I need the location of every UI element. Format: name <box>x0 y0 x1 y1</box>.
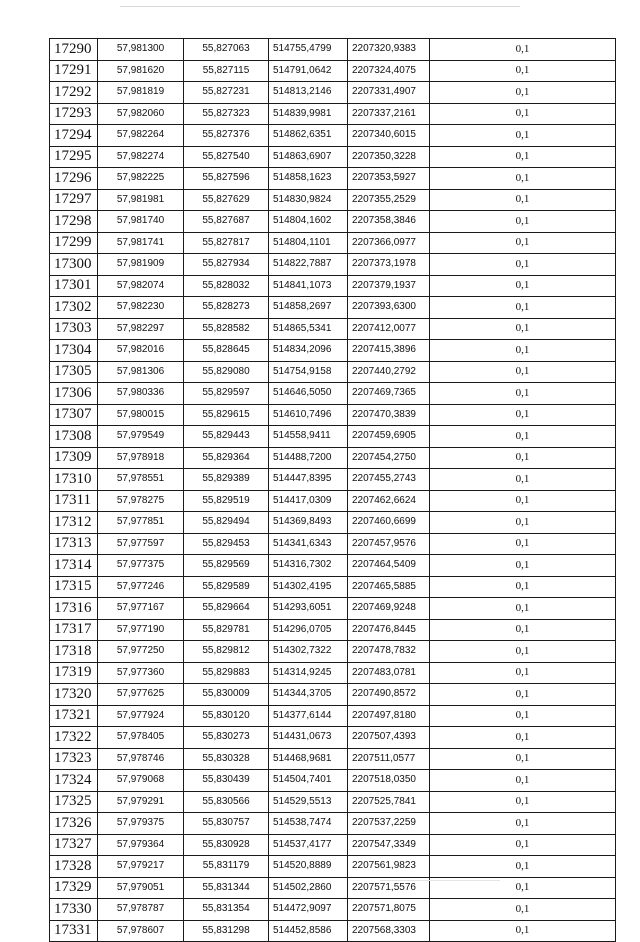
y-coordinate-cell: 2207393,6300 <box>348 297 430 319</box>
accuracy-cell: 0,1 <box>430 576 616 598</box>
x-coordinate-cell: 514863,6907 <box>269 146 348 168</box>
y-coordinate-cell: 2207462,6624 <box>348 490 430 512</box>
x-coordinate-cell: 514502,2860 <box>269 877 348 899</box>
y-coordinate-cell: 2207490,8572 <box>348 684 430 706</box>
longitude-cell: 55,831179 <box>184 856 269 878</box>
table-row <box>50 684 616 706</box>
y-coordinate-cell: 2207571,5576 <box>348 877 430 899</box>
point-number: 17314 <box>50 555 98 577</box>
point-number: 17300 <box>50 254 98 276</box>
table-row <box>50 275 616 297</box>
table-row <box>50 576 616 598</box>
longitude-cell: 55,831354 <box>184 899 269 921</box>
longitude-cell: 55,829781 <box>184 619 269 641</box>
longitude-cell: 55,829389 <box>184 469 269 491</box>
accuracy-cell: 0,1 <box>430 125 616 147</box>
point-number: 17321 <box>50 705 98 727</box>
table-row <box>50 447 616 469</box>
longitude-cell: 55,829589 <box>184 576 269 598</box>
accuracy-cell: 0,1 <box>430 254 616 276</box>
point-number: 17304 <box>50 340 98 362</box>
longitude-cell: 55,827817 <box>184 232 269 254</box>
y-coordinate-cell: 2207525,7841 <box>348 791 430 813</box>
accuracy-cell: 0,1 <box>430 598 616 620</box>
latitude-cell: 57,977167 <box>98 598 184 620</box>
x-coordinate-cell: 514834,2096 <box>269 340 348 362</box>
longitude-cell: 55,829664 <box>184 598 269 620</box>
x-coordinate-cell: 514858,2697 <box>269 297 348 319</box>
longitude-cell: 55,829519 <box>184 490 269 512</box>
y-coordinate-cell: 2207358,3846 <box>348 211 430 233</box>
point-number: 17310 <box>50 469 98 491</box>
latitude-cell: 57,977924 <box>98 705 184 727</box>
y-coordinate-cell: 2207483,0781 <box>348 662 430 684</box>
latitude-cell: 57,979051 <box>98 877 184 899</box>
latitude-cell: 57,982074 <box>98 275 184 297</box>
y-coordinate-cell: 2207459,6905 <box>348 426 430 448</box>
y-coordinate-cell: 2207415,3896 <box>348 340 430 362</box>
latitude-cell: 57,981909 <box>98 254 184 276</box>
table-row <box>50 232 616 254</box>
longitude-cell: 55,828032 <box>184 275 269 297</box>
accuracy-cell: 0,1 <box>430 813 616 835</box>
longitude-cell: 55,827687 <box>184 211 269 233</box>
y-coordinate-cell: 2207464,5409 <box>348 555 430 577</box>
x-coordinate-cell: 514452,8586 <box>269 920 348 942</box>
point-number: 17301 <box>50 275 98 297</box>
y-coordinate-cell: 2207350,3228 <box>348 146 430 168</box>
x-coordinate-cell: 514431,0673 <box>269 727 348 749</box>
y-coordinate-cell: 2207497,8180 <box>348 705 430 727</box>
y-coordinate-cell: 2207469,7365 <box>348 383 430 405</box>
point-number: 17293 <box>50 103 98 125</box>
point-number: 17307 <box>50 404 98 426</box>
point-number: 17312 <box>50 512 98 534</box>
longitude-cell: 55,829812 <box>184 641 269 663</box>
latitude-cell: 57,977360 <box>98 662 184 684</box>
table-row <box>50 426 616 448</box>
table-row <box>50 254 616 276</box>
x-coordinate-cell: 514488,7200 <box>269 447 348 469</box>
table-row <box>50 813 616 835</box>
accuracy-cell: 0,1 <box>430 318 616 340</box>
x-coordinate-cell: 514314,9245 <box>269 662 348 684</box>
latitude-cell: 57,982230 <box>98 297 184 319</box>
y-coordinate-cell: 2207355,2529 <box>348 189 430 211</box>
x-coordinate-cell: 514529,5513 <box>269 791 348 813</box>
x-coordinate-cell: 514341,6343 <box>269 533 348 555</box>
latitude-cell: 57,981819 <box>98 82 184 104</box>
x-coordinate-cell: 514646,5050 <box>269 383 348 405</box>
y-coordinate-cell: 2207455,2743 <box>348 469 430 491</box>
point-number: 17297 <box>50 189 98 211</box>
table-row <box>50 404 616 426</box>
table-row <box>50 297 616 319</box>
y-coordinate-cell: 2207571,8075 <box>348 899 430 921</box>
point-number: 17303 <box>50 318 98 340</box>
x-coordinate-cell: 514316,7302 <box>269 555 348 577</box>
latitude-cell: 57,977250 <box>98 641 184 663</box>
table-row <box>50 877 616 899</box>
point-number: 17299 <box>50 232 98 254</box>
latitude-cell: 57,982225 <box>98 168 184 190</box>
x-coordinate-cell: 514344,3705 <box>269 684 348 706</box>
x-coordinate-cell: 514858,1623 <box>269 168 348 190</box>
latitude-cell: 57,982264 <box>98 125 184 147</box>
table-row <box>50 168 616 190</box>
longitude-cell: 55,827376 <box>184 125 269 147</box>
point-number: 17325 <box>50 791 98 813</box>
longitude-cell: 55,827629 <box>184 189 269 211</box>
accuracy-cell: 0,1 <box>430 447 616 469</box>
longitude-cell: 55,829569 <box>184 555 269 577</box>
longitude-cell: 55,831298 <box>184 920 269 942</box>
latitude-cell: 57,978551 <box>98 469 184 491</box>
longitude-cell: 55,829443 <box>184 426 269 448</box>
scan-edge-line <box>120 6 520 7</box>
x-coordinate-cell: 514755,4799 <box>269 39 348 61</box>
longitude-cell: 55,831344 <box>184 877 269 899</box>
y-coordinate-cell: 2207373,1978 <box>348 254 430 276</box>
longitude-cell: 55,829080 <box>184 361 269 383</box>
y-coordinate-cell: 2207412,0077 <box>348 318 430 340</box>
table-row <box>50 211 616 233</box>
latitude-cell: 57,982060 <box>98 103 184 125</box>
x-coordinate-cell: 514804,1602 <box>269 211 348 233</box>
longitude-cell: 55,827934 <box>184 254 269 276</box>
x-coordinate-cell: 514841,1073 <box>269 275 348 297</box>
scan-edge-line-bottom <box>380 880 500 881</box>
x-coordinate-cell: 514610,7496 <box>269 404 348 426</box>
x-coordinate-cell: 514538,7474 <box>269 813 348 835</box>
table-row <box>50 619 616 641</box>
accuracy-cell: 0,1 <box>430 512 616 534</box>
accuracy-cell: 0,1 <box>430 920 616 942</box>
accuracy-cell: 0,1 <box>430 82 616 104</box>
latitude-cell: 57,981306 <box>98 361 184 383</box>
latitude-cell: 57,978607 <box>98 920 184 942</box>
accuracy-cell: 0,1 <box>430 791 616 813</box>
accuracy-cell: 0,1 <box>430 361 616 383</box>
latitude-cell: 57,982274 <box>98 146 184 168</box>
y-coordinate-cell: 2207353,5927 <box>348 168 430 190</box>
point-number: 17311 <box>50 490 98 512</box>
accuracy-cell: 0,1 <box>430 297 616 319</box>
latitude-cell: 57,977190 <box>98 619 184 641</box>
y-coordinate-cell: 2207440,2792 <box>348 361 430 383</box>
table-row <box>50 490 616 512</box>
point-number: 17298 <box>50 211 98 233</box>
longitude-cell: 55,830273 <box>184 727 269 749</box>
x-coordinate-cell: 514865,5341 <box>269 318 348 340</box>
table-row <box>50 340 616 362</box>
table-row <box>50 770 616 792</box>
x-coordinate-cell: 514468,9681 <box>269 748 348 770</box>
latitude-cell: 57,978275 <box>98 490 184 512</box>
table-row <box>50 899 616 921</box>
accuracy-cell: 0,1 <box>430 705 616 727</box>
accuracy-cell: 0,1 <box>430 189 616 211</box>
longitude-cell: 55,827115 <box>184 60 269 82</box>
point-number: 17328 <box>50 856 98 878</box>
point-number: 17329 <box>50 877 98 899</box>
x-coordinate-cell: 514472,9097 <box>269 899 348 921</box>
table-row <box>50 856 616 878</box>
table-row <box>50 189 616 211</box>
longitude-cell: 55,829364 <box>184 447 269 469</box>
y-coordinate-cell: 2207476,8445 <box>348 619 430 641</box>
x-coordinate-cell: 514302,7322 <box>269 641 348 663</box>
accuracy-cell: 0,1 <box>430 340 616 362</box>
x-coordinate-cell: 514558,9411 <box>269 426 348 448</box>
accuracy-cell: 0,1 <box>430 39 616 61</box>
longitude-cell: 55,828645 <box>184 340 269 362</box>
point-number: 17292 <box>50 82 98 104</box>
accuracy-cell: 0,1 <box>430 426 616 448</box>
y-coordinate-cell: 2207547,3349 <box>348 834 430 856</box>
point-number: 17319 <box>50 662 98 684</box>
longitude-cell: 55,827540 <box>184 146 269 168</box>
longitude-cell: 55,827596 <box>184 168 269 190</box>
accuracy-cell: 0,1 <box>430 619 616 641</box>
table-row <box>50 748 616 770</box>
accuracy-cell: 0,1 <box>430 877 616 899</box>
x-coordinate-cell: 514791,0642 <box>269 60 348 82</box>
point-number: 17294 <box>50 125 98 147</box>
table-row <box>50 512 616 534</box>
x-coordinate-cell: 514504,7401 <box>269 770 348 792</box>
point-number: 17291 <box>50 60 98 82</box>
coordinates-table <box>49 38 616 942</box>
point-number: 17327 <box>50 834 98 856</box>
x-coordinate-cell: 514804,1101 <box>269 232 348 254</box>
longitude-cell: 55,830928 <box>184 834 269 856</box>
longitude-cell: 55,827063 <box>184 39 269 61</box>
table-row <box>50 791 616 813</box>
y-coordinate-cell: 2207337,2161 <box>348 103 430 125</box>
latitude-cell: 57,978918 <box>98 447 184 469</box>
point-number: 17315 <box>50 576 98 598</box>
coordinates-table-body <box>50 39 616 942</box>
latitude-cell: 57,981741 <box>98 232 184 254</box>
accuracy-cell: 0,1 <box>430 275 616 297</box>
y-coordinate-cell: 2207366,0977 <box>348 232 430 254</box>
latitude-cell: 57,979364 <box>98 834 184 856</box>
x-coordinate-cell: 514369,8493 <box>269 512 348 534</box>
accuracy-cell: 0,1 <box>430 748 616 770</box>
latitude-cell: 57,981300 <box>98 39 184 61</box>
table-row <box>50 705 616 727</box>
point-number: 17290 <box>50 39 98 61</box>
point-number: 17323 <box>50 748 98 770</box>
accuracy-cell: 0,1 <box>430 770 616 792</box>
accuracy-cell: 0,1 <box>430 727 616 749</box>
accuracy-cell: 0,1 <box>430 146 616 168</box>
latitude-cell: 57,978746 <box>98 748 184 770</box>
table-row <box>50 555 616 577</box>
x-coordinate-cell: 514417,0309 <box>269 490 348 512</box>
x-coordinate-cell: 514293,6051 <box>269 598 348 620</box>
point-number: 17306 <box>50 383 98 405</box>
longitude-cell: 55,827231 <box>184 82 269 104</box>
longitude-cell: 55,830009 <box>184 684 269 706</box>
y-coordinate-cell: 2207568,3303 <box>348 920 430 942</box>
latitude-cell: 57,979068 <box>98 770 184 792</box>
accuracy-cell: 0,1 <box>430 469 616 491</box>
longitude-cell: 55,830120 <box>184 705 269 727</box>
latitude-cell: 57,979217 <box>98 856 184 878</box>
accuracy-cell: 0,1 <box>430 834 616 856</box>
table-row <box>50 641 616 663</box>
latitude-cell: 57,978787 <box>98 899 184 921</box>
point-number: 17295 <box>50 146 98 168</box>
longitude-cell: 55,830328 <box>184 748 269 770</box>
latitude-cell: 57,979291 <box>98 791 184 813</box>
table-row <box>50 125 616 147</box>
table-row <box>50 361 616 383</box>
y-coordinate-cell: 2207465,5885 <box>348 576 430 598</box>
table-row <box>50 60 616 82</box>
accuracy-cell: 0,1 <box>430 103 616 125</box>
x-coordinate-cell: 514862,6351 <box>269 125 348 147</box>
point-number: 17318 <box>50 641 98 663</box>
longitude-cell: 55,827323 <box>184 103 269 125</box>
y-coordinate-cell: 2207518,0350 <box>348 770 430 792</box>
latitude-cell: 57,977851 <box>98 512 184 534</box>
accuracy-cell: 0,1 <box>430 856 616 878</box>
latitude-cell: 57,982016 <box>98 340 184 362</box>
accuracy-cell: 0,1 <box>430 684 616 706</box>
accuracy-cell: 0,1 <box>430 232 616 254</box>
longitude-cell: 55,828582 <box>184 318 269 340</box>
y-coordinate-cell: 2207379,1937 <box>348 275 430 297</box>
y-coordinate-cell: 2207320,9383 <box>348 39 430 61</box>
x-coordinate-cell: 514813,2146 <box>269 82 348 104</box>
x-coordinate-cell: 514830,9824 <box>269 189 348 211</box>
accuracy-cell: 0,1 <box>430 404 616 426</box>
latitude-cell: 57,978405 <box>98 727 184 749</box>
table-row <box>50 920 616 942</box>
y-coordinate-cell: 2207454,2750 <box>348 447 430 469</box>
table-row <box>50 533 616 555</box>
point-number: 17324 <box>50 770 98 792</box>
table-row <box>50 834 616 856</box>
latitude-cell: 57,981620 <box>98 60 184 82</box>
accuracy-cell: 0,1 <box>430 533 616 555</box>
table-row <box>50 146 616 168</box>
accuracy-cell: 0,1 <box>430 211 616 233</box>
longitude-cell: 55,829494 <box>184 512 269 534</box>
y-coordinate-cell: 2207331,4907 <box>348 82 430 104</box>
x-coordinate-cell: 514377,6144 <box>269 705 348 727</box>
table-row <box>50 383 616 405</box>
table-row <box>50 103 616 125</box>
accuracy-cell: 0,1 <box>430 899 616 921</box>
point-number: 17322 <box>50 727 98 749</box>
table-row <box>50 598 616 620</box>
point-number: 17320 <box>50 684 98 706</box>
latitude-cell: 57,979549 <box>98 426 184 448</box>
longitude-cell: 55,828273 <box>184 297 269 319</box>
table-row <box>50 727 616 749</box>
y-coordinate-cell: 2207324,4075 <box>348 60 430 82</box>
accuracy-cell: 0,1 <box>430 168 616 190</box>
y-coordinate-cell: 2207460,6699 <box>348 512 430 534</box>
y-coordinate-cell: 2207470,3839 <box>348 404 430 426</box>
latitude-cell: 57,981740 <box>98 211 184 233</box>
y-coordinate-cell: 2207561,9823 <box>348 856 430 878</box>
longitude-cell: 55,829453 <box>184 533 269 555</box>
longitude-cell: 55,829883 <box>184 662 269 684</box>
point-number: 17326 <box>50 813 98 835</box>
point-number: 17316 <box>50 598 98 620</box>
latitude-cell: 57,977597 <box>98 533 184 555</box>
longitude-cell: 55,830566 <box>184 791 269 813</box>
point-number: 17330 <box>50 899 98 921</box>
x-coordinate-cell: 514537,4177 <box>269 834 348 856</box>
y-coordinate-cell: 2207340,6015 <box>348 125 430 147</box>
point-number: 17296 <box>50 168 98 190</box>
table-row <box>50 318 616 340</box>
accuracy-cell: 0,1 <box>430 662 616 684</box>
latitude-cell: 57,979375 <box>98 813 184 835</box>
y-coordinate-cell: 2207537,2259 <box>348 813 430 835</box>
longitude-cell: 55,830439 <box>184 770 269 792</box>
point-number: 17331 <box>50 920 98 942</box>
latitude-cell: 57,977246 <box>98 576 184 598</box>
latitude-cell: 57,980336 <box>98 383 184 405</box>
table-row <box>50 662 616 684</box>
point-number: 17309 <box>50 447 98 469</box>
accuracy-cell: 0,1 <box>430 383 616 405</box>
y-coordinate-cell: 2207469,9248 <box>348 598 430 620</box>
x-coordinate-cell: 514520,8889 <box>269 856 348 878</box>
table-row <box>50 39 616 61</box>
y-coordinate-cell: 2207457,9576 <box>348 533 430 555</box>
y-coordinate-cell: 2207507,4393 <box>348 727 430 749</box>
latitude-cell: 57,982297 <box>98 318 184 340</box>
latitude-cell: 57,980015 <box>98 404 184 426</box>
longitude-cell: 55,829597 <box>184 383 269 405</box>
x-coordinate-cell: 514296,0705 <box>269 619 348 641</box>
y-coordinate-cell: 2207511,0577 <box>348 748 430 770</box>
table-row <box>50 82 616 104</box>
x-coordinate-cell: 514754,9158 <box>269 361 348 383</box>
accuracy-cell: 0,1 <box>430 641 616 663</box>
point-number: 17302 <box>50 297 98 319</box>
table-row <box>50 469 616 491</box>
x-coordinate-cell: 514822,7887 <box>269 254 348 276</box>
accuracy-cell: 0,1 <box>430 555 616 577</box>
x-coordinate-cell: 514839,9981 <box>269 103 348 125</box>
latitude-cell: 57,977625 <box>98 684 184 706</box>
accuracy-cell: 0,1 <box>430 490 616 512</box>
point-number: 17317 <box>50 619 98 641</box>
latitude-cell: 57,981981 <box>98 189 184 211</box>
x-coordinate-cell: 514302,4195 <box>269 576 348 598</box>
point-number: 17305 <box>50 361 98 383</box>
latitude-cell: 57,977375 <box>98 555 184 577</box>
accuracy-cell: 0,1 <box>430 60 616 82</box>
longitude-cell: 55,830757 <box>184 813 269 835</box>
point-number: 17308 <box>50 426 98 448</box>
point-number: 17313 <box>50 533 98 555</box>
x-coordinate-cell: 514447,8395 <box>269 469 348 491</box>
y-coordinate-cell: 2207478,7832 <box>348 641 430 663</box>
longitude-cell: 55,829615 <box>184 404 269 426</box>
